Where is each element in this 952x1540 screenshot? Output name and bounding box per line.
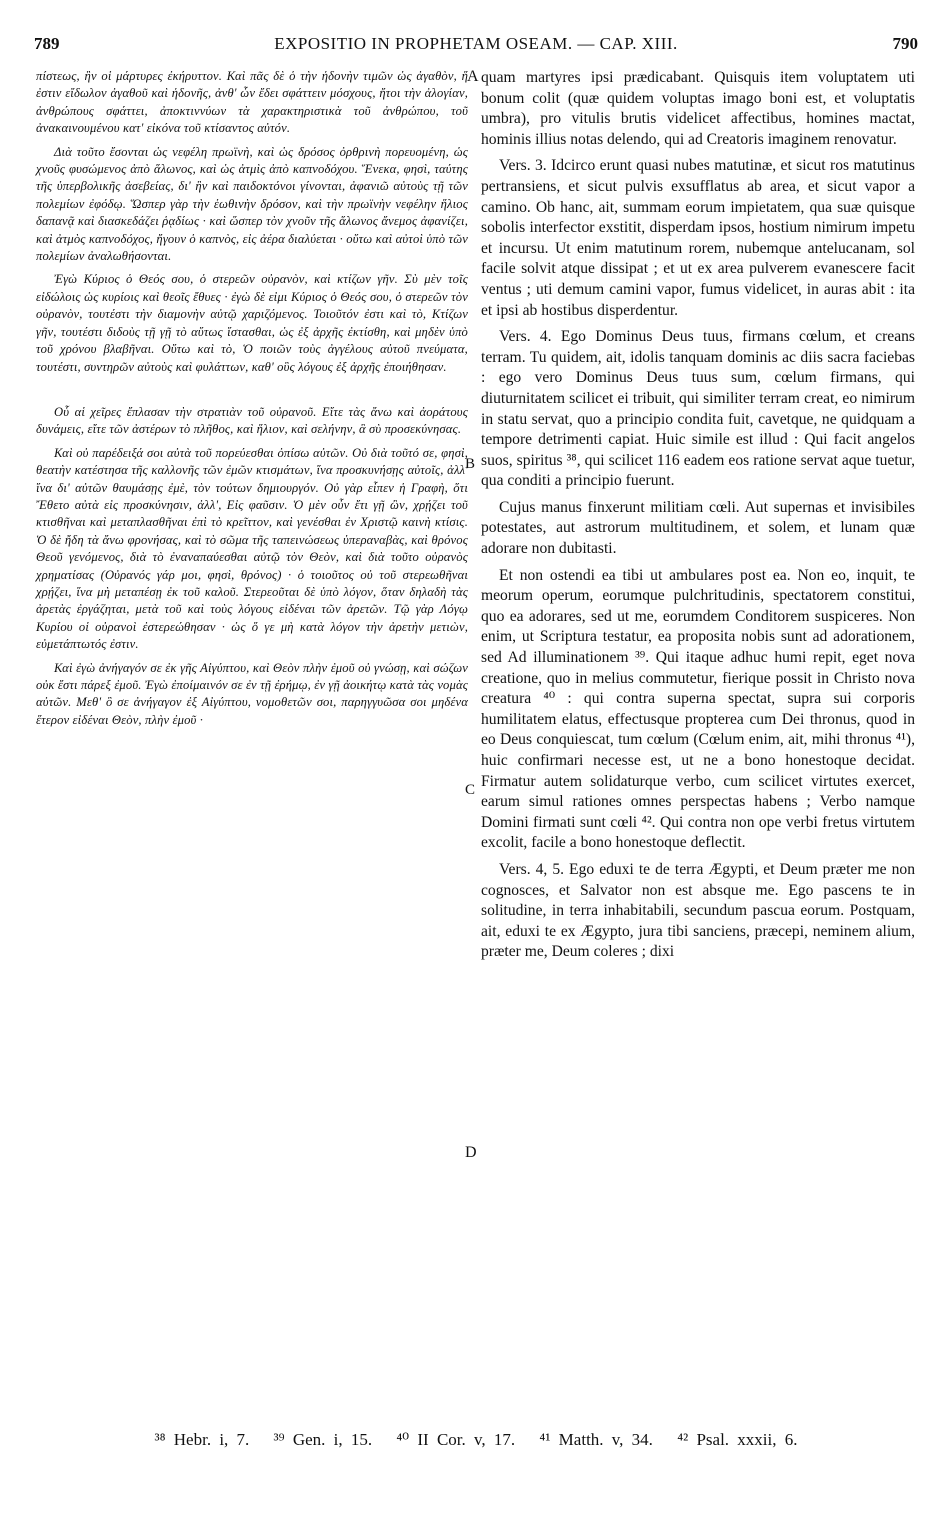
left-page-number: 789 [34,34,60,53]
latin-paragraph: quam martyres ipsi prædicabant. Quisquis item voluptatem uti bonum colit (quæ quidem voluptas imago boni est, et voluptatis umbra), pro vitulis brutis videlicet affectibus, homines mactat, hominis illius notas delendo, qui ad Creatoris imaginem renovatur. [481,69,915,148]
running-header [34,34,918,58]
greek-paragraph: Διὰ τοῦτο ἔσονται ὡς νεφέλη πρωϊνὴ, καὶ ὡς δρόσος ὀρθρινὴ πορευομένη, ὡς χνοῦς φυσώμενος ἀπὸ ἅλωνος, καὶ ὡς ἀτμὶς ἀπὸ καπνοδόχου. Ἕνεκα, φησὶ, ταύτης τῆς ὑπερβολικῆς ἀσεβείας, δι' ἣν καὶ παιδοκτόνοι γίνονται, ἀφανιῶ αὐτοὺς τῇ τῶν πολεμίων ἐφόδῳ. Ὥσπερ γὰρ τὴν ἑωθινὴν δρόσον, καὶ τὴν πρωϊνὴν νεφέλην ἥλιος δαπανᾷ καὶ διασκεδάζει ῥᾳδίως · καὶ ὥσπερ τὸν χνοῦν τῆς ἅλωνος ἄνεμος ἀφανίζει, καὶ ἀτμὸς καπνοδόχος, ἤγουν ὁ καπνὸς, εἰς ἀέρα διαλύεται · οὕτω καὶ αὐτοὶ ὑπὸ τῶν πολεμίων ἀναλωθήσονται. [36,144,468,264]
greek-paragraph: Οὗ αἱ χεῖρες ἔπλασαν τὴν στρατιὰν τοῦ οὐρανοῦ. Εἴτε τὰς ἄνω καὶ ἀοράτους δυνάμεις, εἴτε τῶν ἀστέρων τὸ πλῆθος, καὶ ἥλιον, καὶ σελήνην, ἃ σὺ προσεκύνησας. [36,404,468,437]
margin-letter-a: A [467,68,479,85]
footnote: ⁴⁰ II Cor. v, 17. [396,1430,516,1449]
greek-paragraph: πίστεως, ἣν οἱ μάρτυρες ἐκήρυττον. Καὶ πᾶς δὲ ὁ τὴν ἡδονὴν τιμῶν ὡς ἀγαθὸν, ἥ ἐστιν εἴδωλον ἀγαθοῦ καὶ ἡδονῆς, ἀνθ' ὧν ἔδει σφάττειν μόσχους, ἤτοι τὴν ἀλογίαν, ἀνθρώπους σφάττει, ἀποκτιννύων τὰ χαρακτηριστικὰ τοῦ ἀνθρώπου, τοῦ ἀνακαινουμένου κατ' εἰκόνα τοῦ κτίσαντος αὐτόν. [36,69,468,136]
right-page-number: 790 [892,34,918,53]
margin-letter-b: B [465,456,476,472]
footnote: ⁴² Psal. xxxii, 6. [677,1430,798,1449]
latin-paragraph: Vers. 4, 5. Ego eduxi te de terra Ægypti, et Deum præter me non cognosces, et Salvator non est absque me. Ego pascens te in solitudine, in terra inhabitabili, secundum pascua eorum. Postquam, ait, eduxi te ex Ægypto, jura tibi sanciens, præcepi, neminem alium, præter me, Deum coleres ; dixi [481,860,915,961]
greek-paragraph: Ἐγὼ Κύριος ὁ Θεός σου, ὁ στερεῶν οὐρανὸν, καὶ κτίζων γῆν. Σὺ μὲν τοῖς εἰδώλοις ὡς κυρίοις καὶ θεοῖς ἔθυες · ἐγὼ δὲ εἰμι Κύριος ὁ Θεός σου, ὁ στερεῶν τὸν οὐρανὸν, τουτέστι τὴν διαμονὴν αὐτῷ χαριζόμενος. Τοιοῦτόν ἐστι καὶ τὸ, Κτίζων γῆν, τουτέστι διδοὺς τῇ γῇ τὸ αὕτως ἵστασθαι, ὡς ἐξ ἀρχῆς ἐκτίσθη, καὶ μηδὲν ὑπὸ τοῦ χρόνου βλαβῆναι. Οὕτω καὶ τὸ, Ὁ ποιῶν τοὺς ἀγγέλους αὐτοῦ πνεύματα, τουτέστι, συντηρῶν αὐτοὺς καὶ φυλάττων, καθ' οὓς λόγους ἐξ ἀρχῆς ἐποιήθησαν. [36,272,468,374]
footnote: ³⁸ Hebr. i, 7. [154,1430,250,1449]
paragraph-gap [36,382,468,404]
greek-paragraph: Καὶ ἐγὼ ἀνήγαγόν σε ἐκ γῆς Αἰγύπτου, καὶ Θεὸν πλὴν ἐμοῦ οὐ γνώσῃ, καὶ σώζων οὐκ ἔστι πάρεξ ἐμοῦ. Ἐγὼ ἐποίμαινόν σε ἐν τῇ ἐρήμῳ, ἐν γῇ ἀοικήτῳ κατὰ τὰς νομὰς αὐτῶν. Μεθ' ὃ σε ἀνήγαγον ἐξ Αἰγύπτου, νομοθετῶν σοι, παρηγγυῶσα σοι μηδένα ἕτερον εἰδέναι Θεὸν, πλὴν ἐμοῦ · [36,660,468,727]
latin-paragraph: Vers. 4. Ego Dominus Deus tuus, firmans cœlum, et creans terram. Tu quidem, ait, idolis tanquam dominis ac diis sacra faciebas : ego vero Dominus Deus tuus sum, cœlum firmans, qui diuturnitatem scilicet ei tribuit, qui similiter terram creat, eo nimirum in statu servat, quo a principio condita fuit, cavetque, ne quidquam a tempore detrimenti capiat. Huic simile est illud : Qui facit angelos suos, spiritus ³⁸, qui scilicet 116 eadem eos ratione servat aque tuetur, qua conditi a principio fuerunt. [481,328,915,490]
greek-column [36,68,468,735]
greek-paragraph: Καὶ οὐ παρέδειξά σοι αὐτὰ τοῦ πορεύεσθαι ὀπίσω αὐτῶν. Οὐ διὰ τοῦτό σε, φησὶ, θεατὴν κατέστησα τῆς καλλονῆς τῶν ἐμῶν κτισμάτων, ἵνα προσκυνήσῃς αὐτοῖς, ἀλλ' ἵνα δι' αὐτῶν θαυμάσῃς ἐμὲ, τὸν τούτων δημιουργόν. Οὐ γὰρ εἶπεν ἡ Γραφὴ, ὅτι Ἔθετο αὐτὰ εἰς προσκύνησιν, ἀλλ', Εἰς φαῦσιν. Ὁ μὲν οὖν ἔτι γῇ ὢν, χρῄζει τοῦ κτισθῆναι καὶ μεταπλασθῆναι ἐπὶ τὸ κρεῖττον, καὶ γενέσθαι ἐν Χριστῷ καινὴ κτίσις. Ὁ δὲ ἤδη τὰ ἄνω φρονήσας, καὶ τὸ σῶμα τῆς ταπεινώσεως ὑπεραναβὰς, καὶ θρόνος Θεοῦ γενόμενος, διὰ τὸ ἐναναπαύεσθαι αὐτῷ τὸν Θεὸν, καὶ διὰ τοῦτο οὐρανὸς χρηματίσας (Οὐρανός γάρ μοι, φησὶ, θρόνος) · ὁ τοιοῦτος οὐ τοῦ στερεωθῆναι χρῄζει, ἵνα μὴ μεταπέσῃ ἐκ τοῦ καλοῦ. Στερεοῦται δὲ ὑπὸ λόγον, ὅταν δηλαδὴ τὰς ἀρετὰς ἐργάζηται, μετὰ τοῦ καὶ τοὺς λόγους εἰδέναι τῶν ἀρετῶν. Τῷ γὰρ Λόγῳ Κυρίου οἱ οὐρανοὶ ἐστερεώθησαν · ὡς ὅ γε μὴ κατὰ λόγον τὴν ἀρετὴν μετιὼν, εὐμετάπτωτός ἐστιν. [36,445,468,652]
footnote: ⁴¹ Matth. v, 34. [539,1430,653,1449]
latin-paragraph: Cujus manus finxerunt militiam cœli. Aut supernas et invisibiles potestates, aut astrorum multitudinem, et solem, et lunam quæ adorare non dubitasti. [481,498,915,558]
latin-paragraph: Et non ostendi ea tibi ut ambulares post ea. Non eo, inquit, te meorum operum, eorumque pulchritudinis, spectatorem constitui, quo ea adorares, sed ut me, eorumdem Conditorem suspiceres. Non enim, ut Scriptura testatur, ea proposita nobis sunt ad adorationem, sed Ad illuminationem ³⁹. Qui itaque adhuc humi repit, eget nova creatione, quo in melius commutetur, fierique possit in Christo nova creatura ⁴⁰ : qui contra superna spectat, supra sui corporis humilitatem elatus, effectusque propterea cum Dei thronus, quod in eo Deus conquiescat, tum cœlum (Cœlum enim, ait, mihi thronus ⁴¹), huic confirmari necesse est, ut ne a bono honestoque decidat. Firmatur autem solidaturque verbo, cum scilicet virtutes exercet, earum simul rationes omnes perspectas habens ; Verbo namque Domini firmati sunt cœli ⁴². Qui contra non ope verbi fretus virtutem excolit, facile a bono honestoque deflectit. [481,566,915,852]
footnote: ³⁹ Gen. i, 15. [273,1430,373,1449]
margin-letter-c: C [465,782,476,798]
running-title: EXPOSITIO IN PROPHETAM OSEAM. — CAP. XIII. [274,34,678,53]
margin-letter-d: D [465,1144,477,1161]
footnotes [36,1430,916,1450]
latin-column [481,68,915,969]
latin-paragraph: Vers. 3. Idcirco erunt quasi nubes matutinæ, et sicut ros matutinus pertransiens, et sicut pulvis exsufflatus ab area, et sicut vapor a camino. Ob hanc, ait, summam eorum impietatem, qua suæ quisque sobolis interfector exstitit, disperdam ipsos, hostium nimirum impetu et incursu. Ut enim matutinum rorem, nubemque antelucanam, sol facile solvit atque dissipat ; et ut ex area pulverem evanescere facit ventus ; uti demum camini vapor, fumus videlicet, in auras abit : ita et ipsi ab hostibus disperdentur. [481,157,915,319]
